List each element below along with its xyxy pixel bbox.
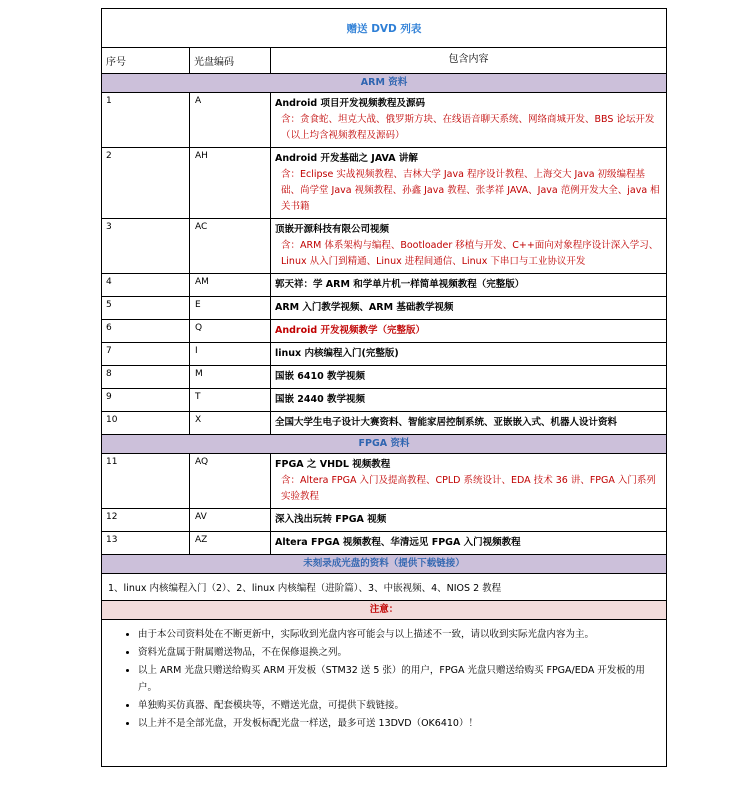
table-row <box>102 454 666 509</box>
row-title: Android 项目开发视频教程及源码 <box>275 98 425 109</box>
row-title: 全国大学生电子设计大赛资料、智能家居控制系统、亚嵌嵌入式、机器人设计资料 <box>275 417 618 428</box>
row-detail: 含：Eclipse 实战视频教程、吉林大学 Java 程序设计教程、上海交大 Java 初级编程基础、尚学堂 Java 视频教程、孙鑫 Java 教程、张孝祥 JAVA、Java 范例开发大全、java 相关书籍 <box>281 169 660 212</box>
row-number: 7 <box>102 343 190 365</box>
row-code: AM <box>190 274 271 296</box>
row-code: A <box>190 93 271 147</box>
row-number: 9 <box>102 389 190 411</box>
row-title: ARM 入门教学视频、ARM 基础教学视频 <box>275 302 454 313</box>
row-number: 10 <box>102 412 190 434</box>
row-detail: 含：Altera FPGA 入门及提高教程、CPLD 系统设计、EDA 技术 36 讲、FPGA 入门系列实验教程 <box>281 475 656 502</box>
table-row <box>102 366 666 389</box>
row-number: 1 <box>102 93 190 147</box>
row-title: 深入浅出玩转 FPGA 视频 <box>275 514 387 525</box>
section-unburned: 未刻录成光盘的资料（提供下载链接） <box>102 555 666 573</box>
row-code: AQ <box>190 454 271 508</box>
row-number: 8 <box>102 366 190 388</box>
row-number: 3 <box>102 219 190 273</box>
row-number: 2 <box>102 148 190 218</box>
row-contents <box>271 219 666 273</box>
table-row <box>102 297 666 320</box>
row-title: 国嵌 2440 教学视频 <box>275 394 366 405</box>
row-code: T <box>190 389 271 411</box>
section-notes: 注意： <box>102 601 666 619</box>
row-code: AC <box>190 219 271 273</box>
row-title: Android 开发基础之 JAVA 讲解 <box>275 153 418 164</box>
table-row <box>102 219 666 274</box>
row-title: 郭天祥：学 ARM 和学单片机一样简单视频教程（完整版） <box>275 279 525 290</box>
notes-list <box>112 626 656 732</box>
row-contents <box>271 148 666 218</box>
row-code: AV <box>190 509 271 531</box>
note-item: • 单独购买仿真器、配套模块等，不赠送光盘，可提供下载链接。 <box>138 697 656 714</box>
section-arm: ARM 资料 <box>102 74 666 92</box>
dvd-list-table <box>101 8 667 767</box>
row-contents <box>271 454 666 508</box>
section-fpga: FPGA 资料 <box>102 435 666 453</box>
row-title: Altera FPGA 视频教程、华清远见 FPGA 入门视频教程 <box>275 537 521 548</box>
row-number: 12 <box>102 509 190 531</box>
row-code: I <box>190 343 271 365</box>
header-row <box>102 48 666 74</box>
header-disc-code: 光盘编码 <box>190 48 271 73</box>
header-number: 序号 <box>102 48 190 73</box>
row-number: 6 <box>102 320 190 342</box>
row-number: 4 <box>102 274 190 296</box>
row-number: 13 <box>102 532 190 554</box>
notes-block <box>102 620 666 766</box>
table-row <box>102 274 666 297</box>
row-title: FPGA 之 VHDL 视频教程 <box>275 459 391 470</box>
row-contents <box>271 93 666 147</box>
note-item: • 由于本公司资料处在不断更新中，实际收到光盘内容可能会与以上描述不一致，请以收到实际光盘内容为主。 <box>138 626 656 643</box>
row-code: AH <box>190 148 271 218</box>
row-detail: 含：ARM 体系架构与编程、Bootloader 移植与开发、C++面向对象程序设计深入学习、Linux 从入门到精通、Linux 进程间通信、Linux 下串口与工业协议开发 <box>281 240 659 267</box>
table-title: 赠送 DVD 列表 <box>102 9 666 48</box>
table-row <box>102 148 666 219</box>
row-code: E <box>190 297 271 319</box>
row-detail: 含：贪食蛇、坦克大战、俄罗斯方块、在线语音聊天系统、网络商城开发、BBS 论坛开发（以上均含视频教程及源码） <box>281 114 655 141</box>
unburned-list: 1、linux 内核编程入门（2）、2、linux 内核编程（进阶篇）、3、中嵌视频、4、NIOS 2 教程 <box>108 583 502 594</box>
header-contents: 包含内容 <box>448 54 489 65</box>
note-item: • 资料光盘属于附属赠送物品，不在保修退换之列。 <box>138 644 656 661</box>
row-code: AZ <box>190 532 271 554</box>
row-title: Android 开发视频教学（完整版） <box>275 325 425 336</box>
table-row <box>102 343 666 366</box>
row-number: 11 <box>102 454 190 508</box>
row-code: M <box>190 366 271 388</box>
row-title: linux 内核编程入门(完整版) <box>275 348 399 359</box>
table-row <box>102 389 666 412</box>
row-code: Q <box>190 320 271 342</box>
table-row <box>102 412 666 435</box>
note-item: • 以上并不是全部光盘，开发板标配光盘一样送，最多可送 13DVD（OK6410）！ <box>138 715 656 732</box>
row-number: 5 <box>102 297 190 319</box>
row-title: 顶嵌开源科技有限公司视频 <box>275 224 390 235</box>
table-row <box>102 320 666 343</box>
row-code: X <box>190 412 271 434</box>
table-row <box>102 509 666 532</box>
table-row <box>102 93 666 148</box>
table-row <box>102 532 666 555</box>
row-title: 国嵌 6410 教学视频 <box>275 371 366 382</box>
note-item: • 以上 ARM 光盘只赠送给购买 ARM 开发板（STM32 送 5 张）的用户，FPGA 光盘只赠送给购买 FPGA/EDA 开发板的用户。 <box>138 662 656 696</box>
